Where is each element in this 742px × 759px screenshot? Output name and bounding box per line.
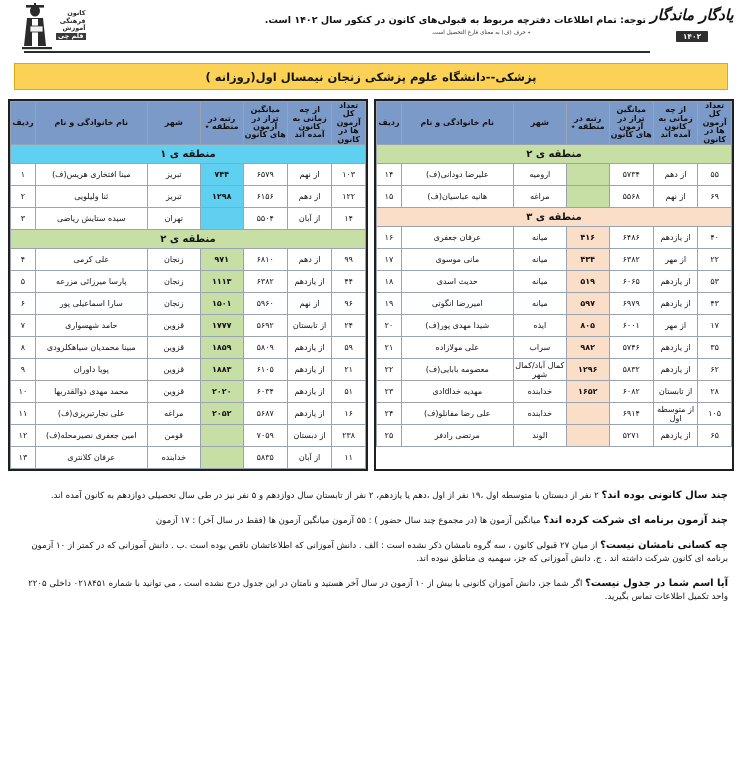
logo-word-2: آموزش — [62, 24, 86, 32]
zone-label: منطقه ی ۳ — [377, 208, 732, 227]
cell-avg: ۷۰۵۹ — [243, 425, 287, 447]
cell-count: ۵۱ — [332, 381, 366, 403]
cell-name: شیدا مهدی پور(ف) — [401, 315, 513, 337]
cell-name: حامد شهسواری — [35, 315, 147, 337]
zone-label: منطقه ی ۲ — [377, 145, 732, 164]
cell-radif: ۱۳ — [11, 447, 36, 469]
table-row — [377, 186, 732, 208]
cell-since: از تابستان — [287, 315, 331, 337]
cell-city: زنجان — [147, 249, 200, 271]
logo-wordmark — [56, 10, 86, 40]
cell-city: میانه — [513, 249, 566, 271]
cell-rank — [200, 208, 243, 230]
cell-radif: ۲ — [11, 186, 36, 208]
cell-since: از یازدهم — [287, 337, 331, 359]
col-header-since: از چه زمانی به کانون آمده اند — [653, 102, 697, 145]
table-row — [11, 447, 366, 469]
cell-rank: ۱۸۵۹ — [200, 337, 243, 359]
cell-count: ۹۹ — [332, 249, 366, 271]
cell-avg: ۵۹۶۰ — [243, 293, 287, 315]
cell-count: ۱۶ — [332, 403, 366, 425]
cell-since: از یازدهم — [287, 271, 331, 293]
faq-item — [14, 577, 728, 604]
graduate-figure-icon — [20, 2, 54, 50]
cell-since: از یازدهم — [653, 293, 697, 315]
cell-avg: ۶۵۷۹ — [243, 164, 287, 186]
faq-item — [14, 539, 728, 566]
cell-city: میانه — [513, 227, 566, 249]
logo-word-3: قلم چی — [58, 31, 84, 40]
cell-avg: ۵۸۳۲ — [609, 359, 653, 381]
cell-city: سراب — [513, 337, 566, 359]
cell-name: حدیث اسدی — [401, 271, 513, 293]
cell-city: قزوین — [147, 315, 200, 337]
col-header-rank: رتبه در منطقه ٭ — [200, 102, 243, 145]
cell-rank: ۲۰۲۰ — [200, 381, 243, 403]
cell-name: مرتضی رادفر — [401, 425, 513, 447]
cell-rank: ۹۸۲ — [566, 337, 609, 359]
header-note-sub: ٭ حرف (ف) به معنای فارغ التحصیل است. — [431, 29, 531, 36]
cell-since: از یازدهم — [287, 359, 331, 381]
cell-count: ۹۶ — [332, 293, 366, 315]
cell-radif: ۱۰ — [11, 381, 36, 403]
cell-rank: ۹۷۱ — [200, 249, 243, 271]
table-row — [377, 164, 732, 186]
cell-name: علیرضا دودانی(ف) — [401, 164, 513, 186]
cell-avg: ۶۹۷۹ — [609, 293, 653, 315]
cell-since: از مهر — [653, 315, 697, 337]
zone-header-row — [377, 208, 732, 227]
logo-word-0: کانون — [67, 9, 86, 17]
cell-name: سیده ستایش ریاضی — [35, 208, 147, 230]
cell-since: از دبستان — [287, 425, 331, 447]
cell-since: از یازدهم — [287, 381, 331, 403]
cell-rank: ۱۱۱۳ — [200, 271, 243, 293]
cell-name: عرفان جعفری — [401, 227, 513, 249]
cell-rank: ۴۳۴ — [566, 249, 609, 271]
cell-radif: ۱۶ — [377, 227, 402, 249]
cell-radif: ۱۸ — [377, 271, 402, 293]
cell-count: ۴۰ — [698, 227, 732, 249]
cell-count: ۱۴ — [332, 208, 366, 230]
table-row — [377, 403, 732, 425]
cell-city: کمال آباد/کمال شهر — [513, 359, 566, 381]
cell-name: علی رضا مفانلو(ف) — [401, 403, 513, 425]
cell-avg: ۵۶۹۲ — [243, 315, 287, 337]
cell-name: امیررضا انگوتی — [401, 293, 513, 315]
table-row — [377, 425, 732, 447]
cell-city: قزوین — [147, 359, 200, 381]
page-title-banner — [14, 63, 728, 90]
table-header-row — [377, 102, 732, 145]
cell-rank: ۱۲۹۸ — [200, 186, 243, 208]
cell-rank: ۴۱۶ — [566, 227, 609, 249]
cell-radif: ۷ — [11, 315, 36, 337]
col-header-count: تعداد کل آزمون ها در کانون — [698, 102, 732, 145]
cell-city: ایذه — [513, 315, 566, 337]
zone-header-row — [377, 145, 732, 164]
cell-rank: ۱۶۵۲ — [566, 381, 609, 403]
table-row — [377, 227, 732, 249]
cell-since: از دهم — [287, 186, 331, 208]
cell-avg: ۶۳۸۲ — [243, 271, 287, 293]
cell-count: ۵۵ — [698, 164, 732, 186]
logo-word-1: فرهنگی — [59, 16, 86, 25]
cell-name: عرفان کلانتری — [35, 447, 147, 469]
col-header-name: نام خانوادگی و نام — [401, 102, 513, 145]
cell-rank: ۵۱۹ — [566, 271, 609, 293]
cell-radif: ۲۳ — [377, 381, 402, 403]
table-row — [11, 271, 366, 293]
table-row — [11, 337, 366, 359]
cell-count: ۴۴ — [332, 271, 366, 293]
cell-name: علی مولازاده — [401, 337, 513, 359]
cell-name: علی کرمی — [35, 249, 147, 271]
faq-answer: اگر شما جز، دانش آموزان کانونی با بیش از ۱۰ آزمون در سال آخر هستید و نامتان در این جدول درج نشده است ، می توانید با شماره ۰۲۱۸۴۵۱ داخلی ۲۲۰۵ واحد تکمیل اطلاعات تماس بگیرید. — [28, 579, 728, 603]
cell-count: ۱۰۳ — [332, 164, 366, 186]
cell-name: امین جعفری نصیرمحله(ف) — [35, 425, 147, 447]
cell-city: تبریز — [147, 186, 200, 208]
cell-radif: ۴ — [11, 249, 36, 271]
cell-rank — [566, 403, 609, 425]
page-header — [0, 0, 742, 56]
header-note — [264, 14, 646, 37]
table-row — [11, 359, 366, 381]
faq-answer: میانگین آزمون ها (در مجموع چند سال حضور ) : ۵۵ آزمون میانگین آزمون ها (فقط در سال آخر) : ۱۷ آزمون — [155, 516, 544, 527]
cell-count: ۵۹ — [332, 337, 366, 359]
faq-item — [14, 489, 728, 503]
cell-count: ۲۱ — [332, 359, 366, 381]
col-header-radif: ردیف — [11, 102, 36, 145]
cell-since: از نهم — [287, 293, 331, 315]
header-divider — [24, 51, 650, 53]
cell-rank: ۷۴۴ — [200, 164, 243, 186]
cell-count: ۶۲ — [698, 359, 732, 381]
cell-avg: ۶۰۳۴ — [243, 381, 287, 403]
col-header-count: تعداد کل آزمون ها در کانون — [332, 102, 366, 145]
cell-radif: ۱۷ — [377, 249, 402, 271]
cell-avg: ۶۰۰۱ — [609, 315, 653, 337]
cell-avg: ۵۷۳۴ — [609, 164, 653, 186]
cell-radif: ۲۲ — [377, 359, 402, 381]
cell-avg: ۶۸۱۰ — [243, 249, 287, 271]
cell-radif: ۹ — [11, 359, 36, 381]
brand-year-badge: ۱۴۰۲ — [676, 31, 708, 42]
cell-count: ۴۳ — [698, 293, 732, 315]
col-header-city: شهر — [513, 102, 566, 145]
table-row — [11, 293, 366, 315]
tables-container — [8, 99, 734, 471]
cell-avg: ۶۱۵۶ — [243, 186, 287, 208]
cell-since: از یازدهم — [653, 227, 697, 249]
cell-count: ۱۰۵ — [698, 403, 732, 425]
cell-radif: ۱۲ — [11, 425, 36, 447]
left-table-box — [374, 99, 734, 471]
cell-rank: ۸۰۵ — [566, 315, 609, 337]
cell-radif: ۱۹ — [377, 293, 402, 315]
cell-rank — [566, 164, 609, 186]
cell-radif: ۸ — [11, 337, 36, 359]
cell-rank: ۱۵۰۱ — [200, 293, 243, 315]
table-row — [11, 381, 366, 403]
cell-avg: ۵۶۸۷ — [243, 403, 287, 425]
faq-question: آیا اسم شما در جدول نیست؟ — [585, 578, 728, 590]
cell-rank: ۱۷۷۷ — [200, 315, 243, 337]
cell-name: محمد مهدی ذوالقدربها — [35, 381, 147, 403]
cell-radif: ۲۱ — [377, 337, 402, 359]
zone-header-row — [11, 145, 366, 164]
zone-label: منطقه ی ۲ — [11, 230, 366, 249]
accepted-students-table-left — [376, 101, 732, 447]
table-row — [11, 249, 366, 271]
table-row — [11, 208, 366, 230]
cell-count: ۶۹ — [698, 186, 732, 208]
cell-city: قزوین — [147, 381, 200, 403]
accepted-students-table-right — [10, 101, 366, 469]
cell-name: مینا افتخاری هریس(ف) — [35, 164, 147, 186]
brand-text: یادگار ماندگار — [650, 6, 734, 24]
cell-count: ۵۳ — [698, 271, 732, 293]
table-row — [11, 186, 366, 208]
cell-count: ۱۱ — [332, 447, 366, 469]
cell-name: سارا اسماعیلی پور — [35, 293, 147, 315]
table-row — [377, 315, 732, 337]
cell-count: ۱۷ — [698, 315, 732, 337]
col-header-avg: میانگین تراز در آزمون های کانون — [243, 102, 287, 145]
cell-rank — [566, 186, 609, 208]
cell-count: ۲۴ — [332, 315, 366, 337]
cell-rank — [566, 425, 609, 447]
cell-city: زنجان — [147, 271, 200, 293]
col-header-rank: رتبه در منطقه ٭ — [566, 102, 609, 145]
cell-name: مبینا محمدیان سیاهکلرودی — [35, 337, 147, 359]
cell-since: از آبان — [287, 447, 331, 469]
cell-city: خدابنده — [513, 403, 566, 425]
cell-name: پارسا میرزائی مزرعه — [35, 271, 147, 293]
faq-question: چه کسانی نامشان نیست؟ — [600, 540, 728, 552]
cell-city: قومن — [147, 425, 200, 447]
cell-since: از یازدهم — [653, 359, 697, 381]
faq-answer: ۲ نفر از دبستان با متوسطه اول ،۱۹ نفر از اول ،دهم یا یازدهم، ۲ نفر از تابستان سال دوازدهم و ۵ نفر نیز در طی سال تحصیلی دوازدهم به کانون آمده اند. — [50, 491, 602, 502]
table-header-row — [11, 102, 366, 145]
cell-city: خدابنده — [147, 447, 200, 469]
cell-count: ۲۳۸ — [332, 425, 366, 447]
cell-avg: ۵۷۴۶ — [609, 337, 653, 359]
cell-radif: ۳ — [11, 208, 36, 230]
cell-avg: ۶۴۸۶ — [609, 227, 653, 249]
table-row — [377, 381, 732, 403]
cell-name: علی نجارتبریزی(ف) — [35, 403, 147, 425]
col-header-name: نام خانوادگی و نام — [35, 102, 147, 145]
table-row — [377, 271, 732, 293]
cell-rank — [200, 447, 243, 469]
zone-label: منطقه ی ۱ — [11, 145, 366, 164]
faq-item — [14, 514, 728, 528]
cell-since: از متوسطه اول — [653, 403, 697, 425]
col-header-since: از چه زمانی به کانون آمده اند — [287, 102, 331, 145]
cell-rank: ۱۸۸۳ — [200, 359, 243, 381]
right-table-body — [11, 145, 366, 469]
col-header-avg: میانگین تراز در آزمون های کانون — [609, 102, 653, 145]
cell-radif: ۱۵ — [377, 186, 402, 208]
cell-count: ۶۵ — [698, 425, 732, 447]
cell-radif: ۲۰ — [377, 315, 402, 337]
cell-since: از نهم — [287, 164, 331, 186]
cell-since: از دهم — [287, 249, 331, 271]
cell-since: از دهم — [653, 164, 697, 186]
cell-city: مراغه — [513, 186, 566, 208]
cell-count: ۲۸ — [698, 381, 732, 403]
cell-avg: ۶۹۱۴ — [609, 403, 653, 425]
cell-since: از تابستان — [653, 381, 697, 403]
cell-rank: ۲۰۵۲ — [200, 403, 243, 425]
cell-since: از یازدهم — [653, 425, 697, 447]
zone-header-row — [11, 230, 366, 249]
cell-city: مراغه — [147, 403, 200, 425]
cell-city: تبریز — [147, 164, 200, 186]
table-row — [377, 359, 732, 381]
cell-avg: ۶۳۸۲ — [609, 249, 653, 271]
cell-city: میانه — [513, 293, 566, 315]
cell-count: ۲۲ — [698, 249, 732, 271]
table-row — [11, 315, 366, 337]
header-note-main: توجه: تمام اطلاعات دفترچه مربوط به قبولی‌های کانون در کنکور سال ۱۴۰۲ است. — [264, 15, 646, 26]
page-title: پزشکی--دانشگاه علوم پزشکی زنجان نیمسال اول(روزانه ) — [205, 69, 537, 84]
cell-avg: ۵۸۳۵ — [243, 447, 287, 469]
cell-count: ۱۲۲ — [332, 186, 366, 208]
cell-city: قزوین — [147, 337, 200, 359]
cell-name: هانیه عباسیان(ف) — [401, 186, 513, 208]
cell-radif: ۵ — [11, 271, 36, 293]
cell-radif: ۱ — [11, 164, 36, 186]
cell-city: الوند — [513, 425, 566, 447]
cell-avg: ۵۲۷۱ — [609, 425, 653, 447]
faq-question: چند سال کانونی بوده اند؟ — [601, 490, 728, 502]
cell-city: زنجان — [147, 293, 200, 315]
table-row — [377, 249, 732, 271]
cell-city: ارومیه — [513, 164, 566, 186]
kanoon-logo — [20, 2, 110, 52]
cell-name: مانی موسوی — [401, 249, 513, 271]
cell-since: از یازدهم — [287, 403, 331, 425]
faq-section — [14, 489, 728, 604]
cell-avg: ۵۵۶۸ — [609, 186, 653, 208]
faq-answer: از میان ۲۷ قبولی کانون ، سه گروه نامشان ذکر نشده است : الف . دانش آموزانی که اطلاعاتشان ناقص بوده است .ب . دانش آموزانی که در کمتر از ۱۰ آزمون برنامه ای کانون شرکت داشته اند . ج. دانش آموزانی که جز، سهمیه ی مناطق نبوده اند. — [31, 541, 728, 565]
brand-mark — [650, 6, 734, 43]
cell-count: ۳۵ — [698, 337, 732, 359]
right-table-box — [8, 99, 368, 471]
table-row — [377, 293, 732, 315]
cell-name: ثنا ولیلویی — [35, 186, 147, 208]
cell-since: از آبان — [287, 208, 331, 230]
cell-avg: ۶۰۸۲ — [609, 381, 653, 403]
cell-radif: ۱۴ — [377, 164, 402, 186]
cell-name: مهدیه خداdادی — [401, 381, 513, 403]
col-header-radif: ردیف — [377, 102, 402, 145]
cell-rank — [200, 425, 243, 447]
cell-since: از نهم — [653, 186, 697, 208]
cell-name: پویا داوران — [35, 359, 147, 381]
cell-avg: ۵۵۰۴ — [243, 208, 287, 230]
cell-city: خدابنده — [513, 381, 566, 403]
cell-radif: ۱۱ — [11, 403, 36, 425]
cell-avg: ۶۱۰۵ — [243, 359, 287, 381]
cell-city: میانه — [513, 271, 566, 293]
cell-since: از مهر — [653, 249, 697, 271]
faq-question: چند آزمون برنامه ای شرکت کرده اند؟ — [543, 515, 728, 527]
table-row — [377, 337, 732, 359]
cell-radif: ۶ — [11, 293, 36, 315]
cell-rank: ۱۲۹۶ — [566, 359, 609, 381]
cell-name: معصومه بابایی(ف) — [401, 359, 513, 381]
table-row — [11, 403, 366, 425]
cell-since: از یازدهم — [653, 337, 697, 359]
table-row — [11, 425, 366, 447]
cell-city: تهران — [147, 208, 200, 230]
col-header-city: شهر — [147, 102, 200, 145]
cell-radif: ۲۴ — [377, 403, 402, 425]
cell-since: از یازدهم — [653, 271, 697, 293]
table-row — [11, 164, 366, 186]
left-table-body — [377, 145, 732, 447]
cell-radif: ۲۵ — [377, 425, 402, 447]
cell-rank: ۵۹۷ — [566, 293, 609, 315]
cell-avg: ۶۰۶۵ — [609, 271, 653, 293]
cell-avg: ۵۸۰۹ — [243, 337, 287, 359]
